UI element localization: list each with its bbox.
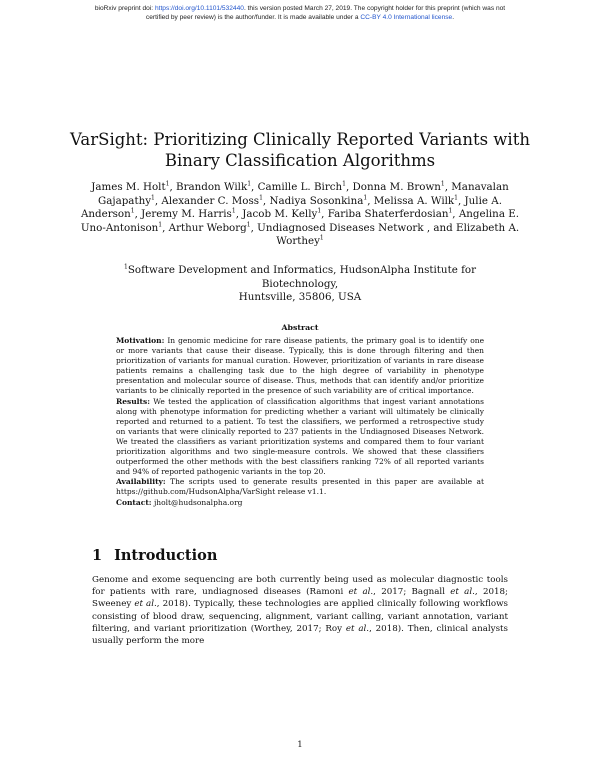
author — [353, 181, 445, 193]
abstract-results — [116, 397, 484, 478]
author-name: Melissa A. Wilk — [373, 194, 455, 207]
author — [91, 181, 169, 193]
abstract-label: Results: — [116, 396, 150, 406]
intro-citation-etal: et al. — [345, 623, 370, 634]
license-link[interactable]: CC-BY 4.0 International license — [360, 14, 453, 21]
author-name: Julie A. Anderson — [80, 194, 502, 221]
author-affiliation-marker: 1 — [130, 207, 135, 215]
abstract-label: Contact: — [116, 497, 152, 507]
author-conjunction: and — [433, 221, 453, 234]
author-affiliation-marker: 1 — [158, 221, 163, 229]
author — [176, 181, 251, 193]
author-affiliation-marker: 1 — [259, 194, 263, 202]
title-line: Binary Classification Algorithms — [164, 151, 436, 170]
abstract-availability — [116, 477, 484, 497]
abstract-text: We tested the application of classification algorithms that ingest variant annotations along with phenotype information for predicting whether a variant will ultimately be clinically reported and returned to a patient. To test the classifiers, we performed a retrospective study on variants that were clinically reported to 237 patients in the Undiagnosed Diseases Network. We treated the classifiers as variant prioritization systems and compared them to four variant prioritization algorithms and two single-measure controls. We showed that these classifiers outperformed the other methods with the best classifiers ranking 72% of all reported variants and 94% of reported pathogenic variants in the top 20. — [116, 396, 484, 477]
intro-text: , 2017; Bagnall — [373, 587, 451, 598]
intro-citation-etal: et al. — [348, 587, 374, 598]
abstract-heading: Abstract — [281, 323, 319, 332]
abstract-contact — [116, 498, 484, 508]
author — [258, 181, 346, 193]
intro-paragraph — [92, 574, 508, 647]
page-number: 1 — [297, 740, 303, 750]
affiliation-marker: 1 — [123, 263, 128, 271]
author — [257, 222, 423, 234]
author-name: Elizabeth A. Worthey — [276, 221, 520, 248]
author-affiliation-marker: 1 — [231, 207, 236, 215]
banner-text: certified by peer review) is the author/funder. It is made available under a — [145, 14, 361, 21]
section-number: 1 — [92, 547, 103, 564]
title-line: VarSight: Prioritizing Clinically Reported Variants with — [70, 130, 530, 149]
author-affiliation-marker: 1 — [319, 234, 324, 242]
author-name: Alexander C. Moss — [161, 194, 260, 207]
author — [141, 208, 236, 220]
author-affiliation-marker: 1 — [440, 180, 445, 188]
paper-title — [60, 129, 540, 171]
section-title: Introduction — [114, 547, 218, 564]
author-affiliation-marker: 1 — [448, 207, 453, 215]
author-name: Camille L. Birch — [257, 181, 343, 193]
author — [242, 208, 321, 220]
affiliation-line: Huntsville, 35806, USA — [238, 291, 362, 304]
banner-text: . this version posted March 27, 2019. The copyright holder for this preprint (which was not — [243, 5, 506, 12]
banner-text: . — [452, 14, 455, 21]
author-name: Arthur Weborg — [168, 221, 247, 234]
intro-citation-etal: et al. — [450, 587, 475, 598]
abstract-label: Motivation: — [116, 336, 165, 345]
contact-email[interactable]: jholt@hudsonalpha.org — [153, 497, 243, 507]
intro-text: , 2018; Sweeney — [92, 587, 508, 610]
abstract-motivation — [116, 336, 484, 397]
intro-citation-etal: et al. — [134, 599, 157, 610]
author — [269, 195, 367, 207]
intro-text: , 2018). Typically, these technologies are applied clinically following workflows consisting of blood draw, sequencing, alignment, variant calling, variant annotation, variant filtering, and variant prioritization (Worthey, 2017; Roy — [92, 599, 508, 634]
author-name: James M. Holt — [91, 181, 166, 193]
abstract-body — [116, 336, 484, 508]
author — [374, 195, 458, 207]
author-name: Nadiya Sosonkina — [269, 194, 364, 207]
intro-text: Genome and exome sequencing are both currently being used as molecular diagnostic tools for patients with rare, undiagnosed diseases (Ramoni — [92, 575, 508, 598]
preprint-banner — [20, 4, 580, 22]
author-affiliation-marker: 1 — [165, 180, 170, 188]
author — [161, 195, 262, 207]
author-affiliation-marker: 1 — [247, 180, 252, 188]
author-name: Manavalan Gajapathy — [98, 181, 509, 207]
author-affiliation-marker: 1 — [363, 194, 368, 202]
author-affiliation-marker: 1 — [246, 221, 251, 229]
author-affiliation-marker: 1 — [454, 194, 458, 202]
doi-link[interactable]: https://doi.org/10.1101/532440 — [154, 5, 244, 12]
author-list: James M. Holt$^1$, Brandon Wilk$^1$, Camille L. Birch$^1$, Donna M. Brown$^1$, Manavalan Gajapathy$^1$, Alexander C. Moss$^1$, Nadiya Sosonkina$^1$, Melissa A. Wilk$^1$, Julie A. Anderson$^1$, Jeremy M. Harris$^1$, Jacob M. Kelly$^1$, Fariba Shaterferdosian$^1$, Angelina E. Uno-Antonison$^1$, Arthur Weborg$^1$, Undiagnosed Diseases Network , and Elizabeth A. Worthey$^1$ — [80, 180, 520, 248]
abstract-label: Availability: — [116, 477, 166, 487]
author-name: Angelina E. Uno-Antonison — [80, 208, 520, 234]
abstract-text: The scripts used to generate results presented in this paper are available at https://github.com/HudsonAlpha/VarSight release v1.1. — [116, 477, 484, 497]
author-name: Undiagnosed Diseases Network — [257, 221, 424, 234]
abstract-text: In genomic medicine for rare disease patients, the primary goal is to identify one or more variants that cause their disease. Typically, this is done through filtering and then prioritization of variants for manual curation. However, prioritization of variants in rare disease patients remains a challenging task due to the high degree of variability in phenotype presentation and molecular source of disease. Thus, methods that can identify and/or prioritize variants to be clinically reported in the presence of such variability are of critical importance. — [116, 336, 485, 396]
author-affiliation-marker: 1 — [151, 194, 155, 202]
author-name: Brandon Wilk — [176, 181, 248, 193]
author — [328, 208, 453, 220]
author — [169, 222, 251, 234]
banner-text: bioRxiv preprint doi: — [94, 5, 155, 12]
affiliation — [88, 264, 512, 305]
author-affiliation-marker: 1 — [317, 207, 322, 215]
affiliation-line: Software Development and Informatics, HudsonAlpha Institute for Biotechnology, — [127, 264, 477, 290]
author-name: Jeremy M. Harris — [141, 208, 232, 221]
author-name: Donna M. Brown — [352, 181, 441, 193]
author-name: Fariba Shaterferdosian — [327, 208, 449, 221]
intro-text: , 2018). Then, clinical analysts usually perform the more — [92, 623, 508, 647]
author-affiliation-marker: 1 — [342, 180, 346, 188]
section-heading — [92, 547, 217, 564]
author-name: Jacob M. Kelly — [242, 208, 318, 221]
